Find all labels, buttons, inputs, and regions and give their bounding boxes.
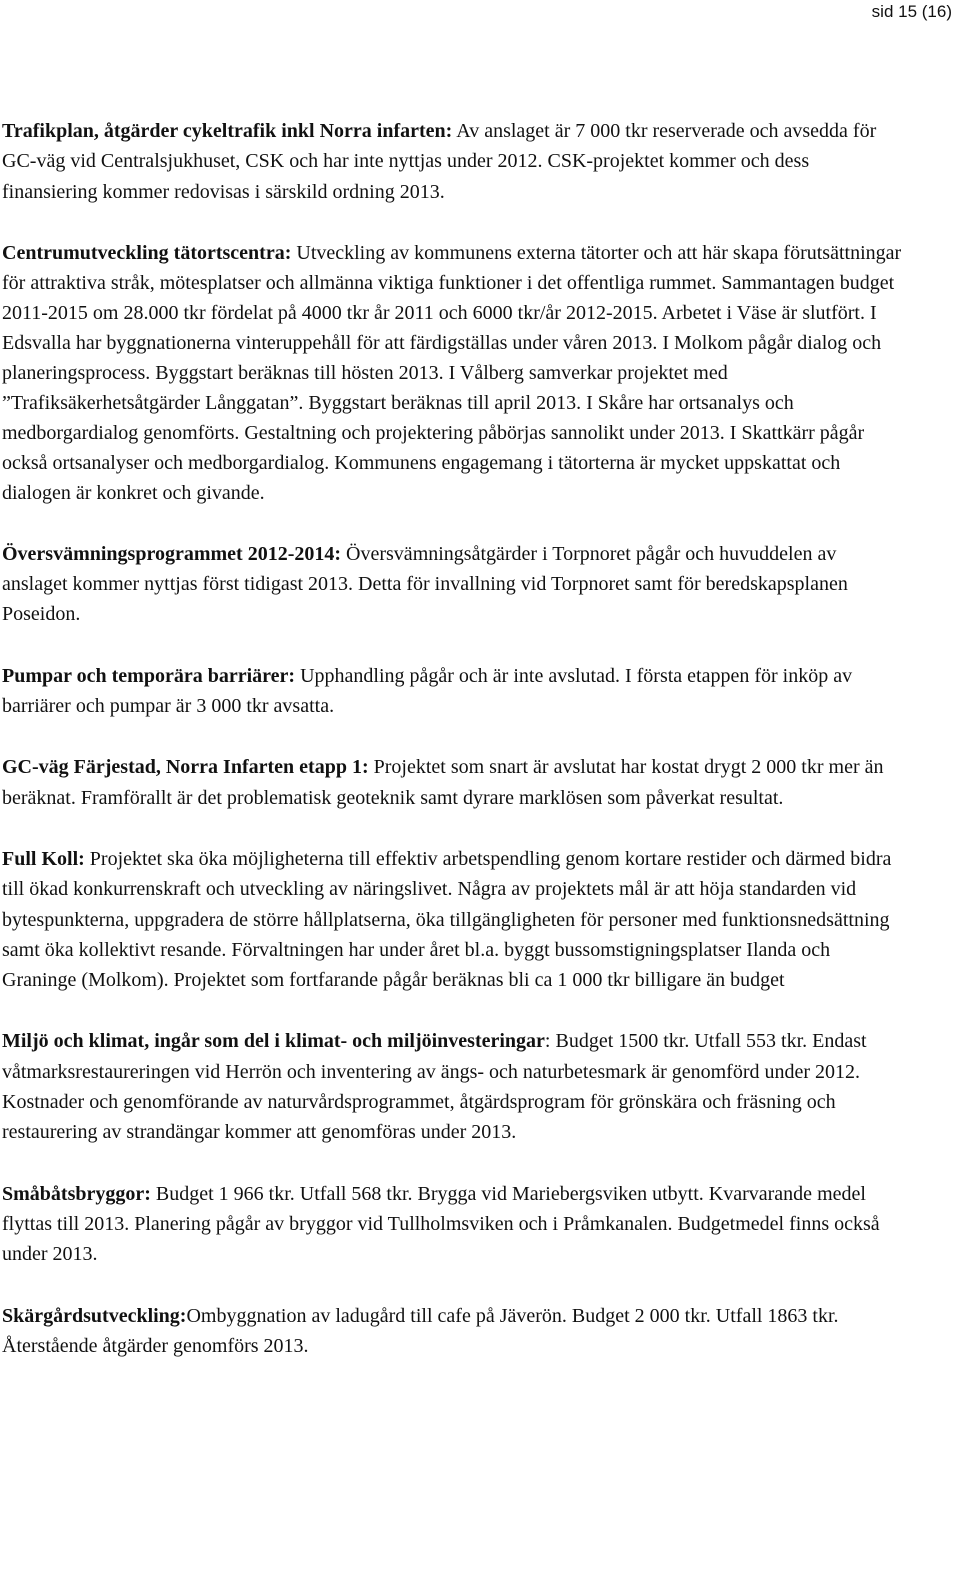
- paragraph-body: Av anslaget är 7 000 tkr reserverade och avsedda för GC-väg vid Centralsjukhuset, CSK och har inte nyttjas under 2012. CSK-projektet kommer och dess finansiering kommer redovisas i särskild ordning 2013.: [2, 120, 877, 203]
- paragraph-body: Översvämningsåtgärder i Torpnoret pågår och huvuddelen av anslaget kommer nyttjas först tidigast 2013. Detta för invallning vid Torpnoret samt för beredskapsplanen Poseidon.: [2, 542, 848, 626]
- paragraph-heading: Centrumutveckling tätortscentra:: [2, 241, 292, 264]
- document-body: [2, 116, 902, 1392]
- paragraph-body: Upphandling pågår och är inte avslutad. I första etappen för inköp av barriärer och pumpar är 3 000 tkr avsatta.: [2, 664, 853, 718]
- paragraph-body: : Budget 1500 tkr. Utfall 553 tkr. Endast våtmarksrestaureringen vid Herrön och inventering av ängs- och naturbetesmark är genomförd under 2012. Kostnader och genomförande av naturvårdsprogrammet, åtgärdsprogram för grönskära och fräsning och restaurering av strandängar kommer att genomföras under 2013.: [2, 1030, 867, 1144]
- paragraph-smabatsbryggor: [2, 1179, 902, 1270]
- paragraph-body: Budget 1 966 tkr. Utfall 568 tkr. Brygga vid Mariebergsviken utbytt. Kvarvarande medel flyttas till 2013. Planering pågår av bryggor vid Tullholmsviken och i Pråmkanalen. Budgetmedel finns också under 2013.: [2, 1182, 880, 1266]
- paragraph-gc-vag: [2, 752, 902, 813]
- paragraph-body: Projektet ska öka möjligheterna till effektiv arbetspendling genom kortare restider och därmed bidra till ökad konkurrenskraft och utveckling av näringslivet. Några av projektets mål är att höja standarden vid bytespunkterna, uppgradera de större hållplatserna, öka tillgängligheten för personer med funktionsnedsättning samt öka kollektivt resande. Förvaltningen har under året bl.a. byggt bussomstigningsplatser Ilanda och Graninge (Molkom). Projektet som fortfarande pågår beräknas bli ca 1 000 tkr billigare än budget: [2, 847, 892, 992]
- paragraph-heading: Full Koll:: [2, 847, 85, 870]
- paragraph-heading: GC-väg Färjestad, Norra Infarten etapp 1:: [2, 756, 369, 779]
- paragraph-miljo-klimat: [2, 1026, 902, 1147]
- page-number: sid 15 (16): [871, 2, 952, 21]
- paragraph-body: Projektet som snart är avslutat har kostat drygt 2 000 tkr mer än beräknat. Framförallt är det problematisk geoteknik samt dyrare marklösen som påverkat resultat.: [2, 756, 884, 809]
- paragraph-trafikplan: [2, 116, 902, 207]
- paragraph-oversvamningsprogrammet: [2, 539, 902, 630]
- paragraph-heading: Trafikplan, åtgärder cykeltrafik inkl Norra infarten:: [2, 120, 453, 142]
- paragraph-heading: Pumpar och temporära barriärer:: [2, 664, 296, 687]
- paragraph-heading: Småbåtsbryggor:: [2, 1182, 151, 1205]
- paragraph-heading: Översvämningsprogrammet 2012-2014:: [2, 542, 342, 565]
- paragraph-body: Utveckling av kommunens externa tätorter och att här skapa förutsättningar för attraktiva stråk, mötesplatser och allmänna viktiga funktioner i det offentliga rummet. Sammantagen budget 2011-2015 om 28.000 tkr fördelat på 4000 tkr år 2011 och 6000 tkr/år 2012-2015. Arbetet i Väse är slutfört. I Edsvalla har byggnationerna vinteruppehåll för att färdigställas under våren 2013. I Molkom pågår dialog och planeringsprocess. Byggstart beräknas till hösten 2013. I Vålberg samverkar projektet med ”Trafiksäkerhetsåtgärder Långgatan”. Byggstart beräknas till april 2013. I Skåre har ortsanalys och medborgardialog genomförts. Gestaltning och projektering påbörjas sannolikt under 2013. I Skattkärr pågår också ortsanalyser och medborgardialog. Kommunens engagemang i tätorterna är mycket uppskattat och dialogen är konkret och givande.: [2, 241, 902, 504]
- paragraph-heading: Miljö och klimat, ingår som del i klimat- och miljöinvesteringar: [2, 1030, 545, 1053]
- paragraph-pumpar: [2, 661, 902, 722]
- paragraph-heading: Skärgårdsutveckling:: [2, 1304, 187, 1327]
- paragraph-skargardsutveckling: [2, 1301, 902, 1362]
- paragraph-full-koll: [2, 844, 902, 995]
- paragraph-centrumutveckling: [2, 238, 902, 508]
- paragraph-body: Ombyggnation av ladugård till cafe på Jäverön. Budget 2 000 tkr. Utfall 1863 tkr. Återstående åtgärder genomförs 2013.: [2, 1304, 839, 1357]
